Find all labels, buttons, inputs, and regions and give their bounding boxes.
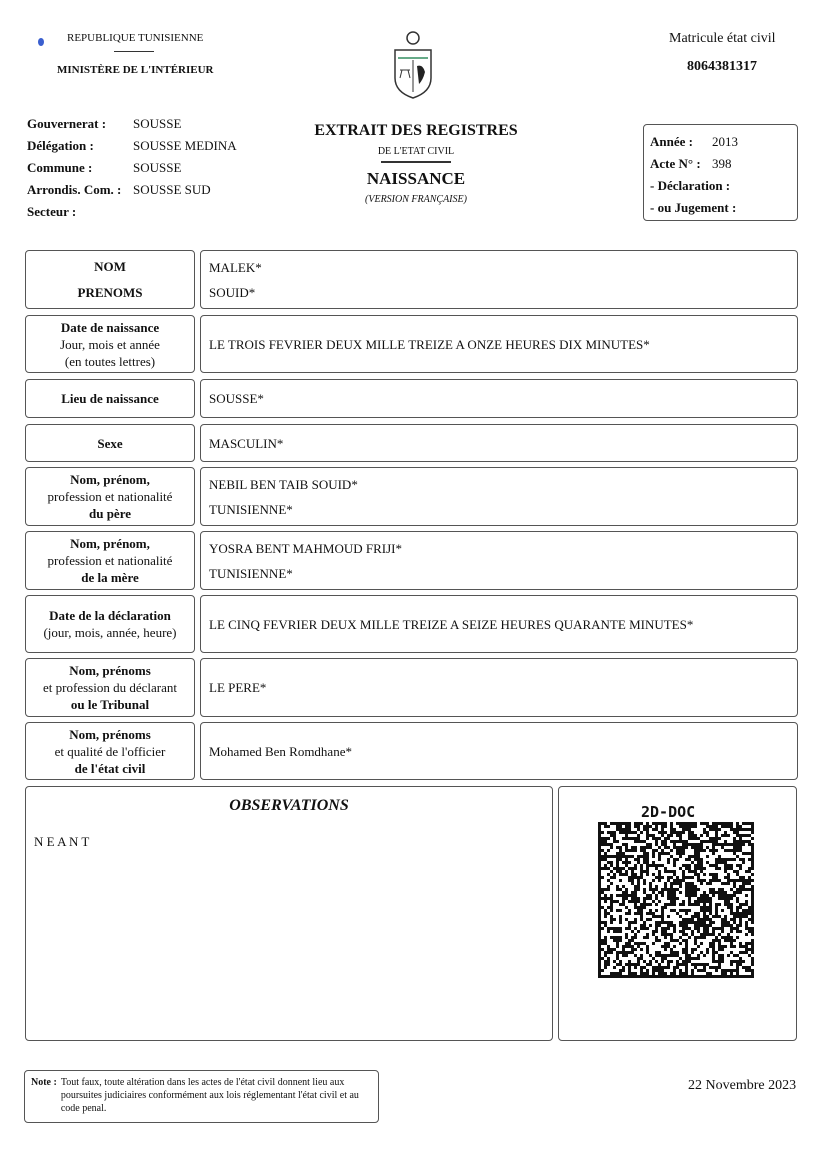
row-label (25, 722, 195, 780)
row-label (25, 658, 195, 717)
row-label-line: Nom, prénom, (70, 472, 150, 487)
row-value-line: YOSRA BENT MAHMOUD FRIJI* (209, 540, 402, 556)
row-label (25, 531, 195, 590)
title-version: (VERSION FRANÇAISE) (365, 194, 467, 205)
row-label (25, 467, 195, 526)
row-label (25, 424, 195, 462)
row-value-line: MALEK* (209, 259, 262, 275)
row-label-line: Date de naissance (60, 319, 160, 335)
datamatrix-code-icon (598, 822, 754, 978)
divider (381, 161, 451, 163)
acte-number-label: Acte N° : (650, 156, 701, 171)
row-value-line: SOUID* (209, 284, 256, 300)
row-label-line: NOM (94, 258, 126, 274)
commune-label: Commune : (27, 160, 93, 175)
row-value (200, 424, 798, 462)
row-value (200, 379, 798, 418)
row-label-line: (jour, mois, année, heure) (43, 625, 177, 640)
row-value-line: LE PERE* (209, 680, 267, 695)
row-label-line: et qualité de l'officier (54, 743, 166, 759)
row-value-line: LE TROIS FEVRIER DEUX MILLE TREIZE A ONZE HEURES DIX MINUTES* (209, 336, 650, 352)
row-value (200, 595, 798, 653)
row-value-line: SOUSSE* (209, 391, 264, 406)
row-value (200, 315, 798, 373)
acte-box (643, 124, 798, 221)
observations-box (25, 786, 553, 1041)
row-label-line: Nom, prénom, (70, 536, 150, 551)
title-sub: DE L'ETAT CIVIL (377, 146, 455, 157)
delegation-label: Délégation : (27, 138, 94, 153)
arrondissement-value: SOUSSE SUD (133, 182, 211, 197)
row-value (200, 722, 798, 780)
note-label: Note : (31, 1077, 57, 1088)
row-value (200, 531, 798, 590)
code-title: 2D-DOC (641, 803, 696, 821)
arrondissement-label: Arrondis. Com. : (27, 182, 122, 197)
republic-label: REPUBLIQUE TUNISIENNE (67, 32, 204, 44)
note-box (24, 1070, 379, 1123)
row-label-line: profession et nationalité (47, 489, 173, 504)
row-label (25, 315, 195, 373)
delegation-value: SOUSSE MEDINA (133, 138, 237, 153)
row-value-line: NEBIL BEN TAIB SOUID* (209, 476, 358, 492)
observations-text: N E A N T (34, 834, 90, 849)
ministry-label: MINISTÈRE DE L'INTÉRIEUR (57, 64, 214, 76)
row-label-line: du père (88, 506, 131, 521)
code-box (558, 786, 797, 1041)
row-label-line: Lieu de naissance (61, 391, 159, 406)
row-label (25, 595, 195, 653)
divider (114, 51, 154, 52)
row-label-line: Jour, mois et année (60, 336, 160, 352)
coat-of-arms-icon (390, 30, 436, 100)
title-main: EXTRAIT DES REGISTRES (314, 122, 518, 139)
row-label-line: et profession du déclarant (43, 680, 177, 695)
note-text: Tout faux, toute altération dans les actes de l'état civil donnent lieu aux poursuites judiciaires conformément aux lois réglementant l'état civil et au code penal. (60, 1077, 359, 1114)
matricule-label: Matricule état civil (669, 31, 776, 46)
issue-date: 22 Novembre 2023 (688, 1078, 797, 1093)
gouvernerat-value: SOUSSE (133, 116, 182, 131)
row-label (25, 250, 195, 309)
row-value-line: TUNISIENNE* (209, 501, 293, 517)
title-type: NAISSANCE (366, 169, 466, 188)
row-label-line: Nom, prénoms (69, 726, 151, 742)
row-label-line: Sexe (97, 435, 123, 451)
row-value (200, 467, 798, 526)
title-block (296, 122, 536, 205)
observations-title: OBSERVATIONS (229, 797, 349, 814)
acte-number-value: 398 (712, 156, 732, 171)
secteur-label: Secteur : (27, 204, 77, 219)
gouvernerat-label: Gouvernerat : (27, 116, 107, 131)
row-label-line: PRENOMS (77, 284, 143, 300)
annee-value: 2013 (712, 134, 738, 149)
row-label-line: de l'état civil (74, 760, 146, 776)
matricule-value: 8064381317 (687, 59, 757, 74)
row-value-line: Mohamed Ben Romdhane* (209, 743, 352, 759)
row-value-line: LE CINQ FEVRIER DEUX MILLE TREIZE A SEIZE HEURES QUARANTE MINUTES* (209, 616, 694, 632)
logo-dot-icon (38, 38, 44, 46)
commune-value: SOUSSE (133, 160, 182, 175)
declaration-label: - Déclaration : (650, 178, 731, 193)
row-value (200, 250, 798, 309)
row-label-line: de la mère (81, 570, 139, 585)
jugement-label: - ou Jugement : (650, 200, 737, 215)
location-block (27, 113, 237, 223)
row-label-line: profession et nationalité (47, 553, 173, 568)
row-label-line: (en toutes lettres) (64, 353, 156, 369)
row-value (200, 658, 798, 717)
row-value-line: MASCULIN* (209, 435, 284, 451)
row-label (25, 379, 195, 418)
row-label-line: Nom, prénoms (69, 663, 151, 678)
row-label-line: Date de la déclaration (49, 608, 171, 623)
annee-label: Année : (650, 134, 693, 149)
row-label-line: ou le Tribunal (70, 697, 150, 712)
row-value-line: TUNISIENNE* (209, 565, 293, 581)
